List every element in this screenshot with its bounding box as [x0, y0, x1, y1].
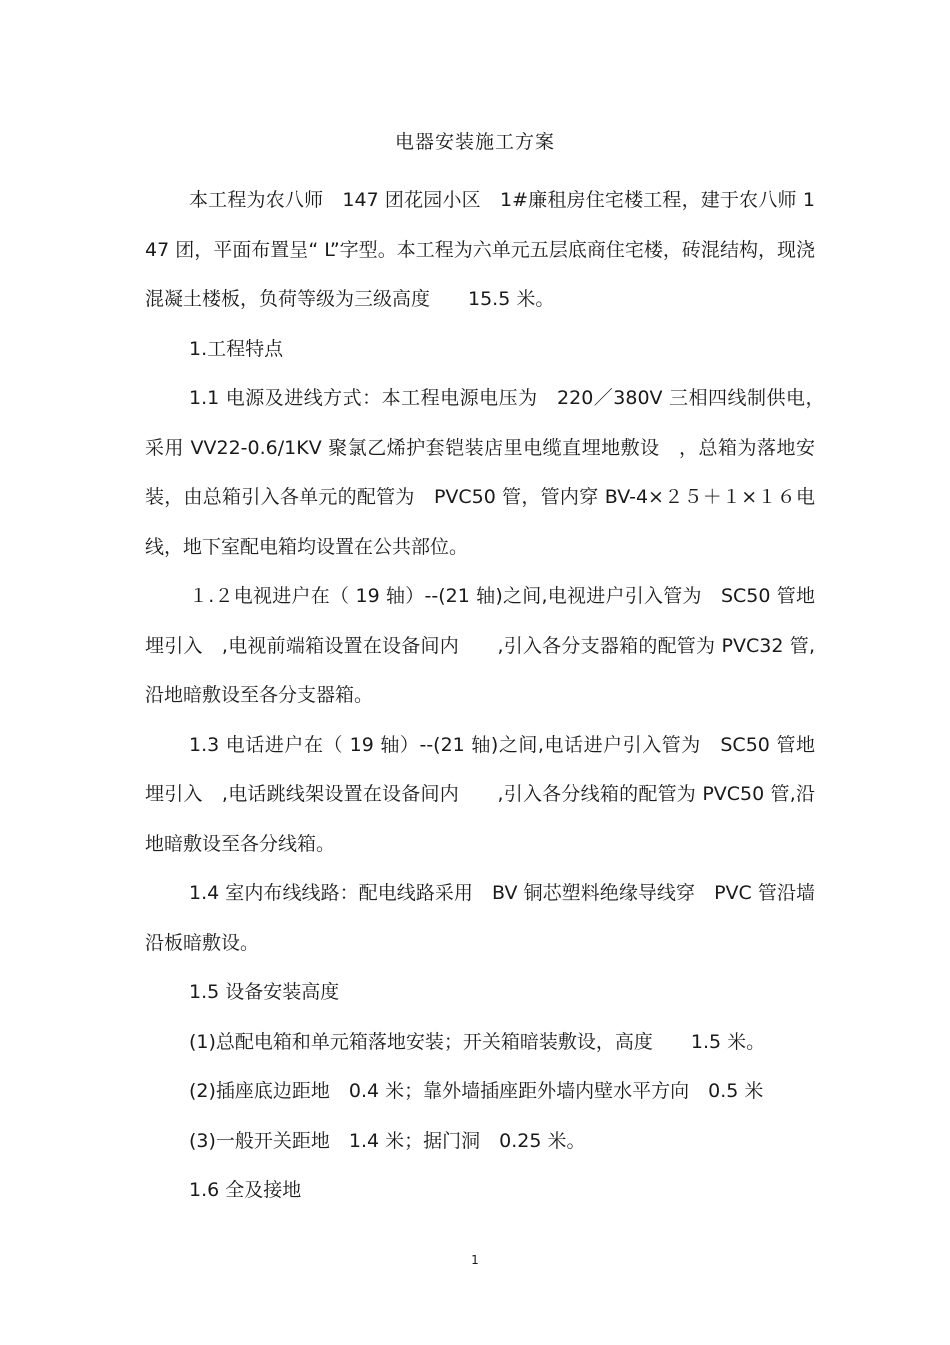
paragraph-indoor-wiring: 1.4 室内布线线路：配电线路采用 BV 铜芯塑料绝缘导线穿 PVC 管沿墙沿板暗敷设。 [145, 882, 815, 954]
paragraph-telephone-entry: 1.3 电话进户在（ 19 轴）--(21 轴)之间,电话进户引入管为 SC50 管地埋引入 ,电话跳线架设置在设备间内 ,引入各分线箱的配管为 PVC50 管,沿地暗敷设至各分线箱。 [145, 733, 815, 855]
paragraph-project-overview: 本工程为农八师 147 团花园小区 1#廉租房住宅楼工程，建于农八师 147 团，平面布置呈“ L”字型。本工程为六单元五层底商住宅楼，砖混结构，现浇混凝土楼板，负荷等级为三级高度 15.5 米。 [145, 189, 815, 310]
paragraph-power-supply: 1.1 电源及进线方式：本工程电源电压为 220／380V 三相四线制供电， 采用 VV22-0.6/1KV 聚氯乙烯护套铠装店里电缆直埋地敷设 ，总箱为落地安装，由总箱引入各单元的配管为 PVC50 管，管内穿 BV-4×２５＋１×１６电线，地下室配电箱均设置在公共部位。 [145, 387, 835, 558]
document-title: 电器安装施工方案 [394, 131, 555, 153]
heading-equipment-height: 1.5 设备安装高度 [189, 981, 340, 1003]
list-item-switch-height: (3)一般开关距地 1.4 米；据门洞 0.25 米。 [189, 1129, 586, 1152]
heading-safety-grounding: 1.6 全及接地 [189, 1179, 302, 1201]
heading-project-features: 1.工程特点 [189, 337, 284, 360]
document-body [145, 176, 835, 1216]
list-item-distribution-box: (1)总配电箱和单元箱落地安装；开关箱暗装敷设，高度 1.5 米。 [189, 1030, 766, 1053]
list-item-socket-height: (2)插座底边距地 0.4 米；靠外墙插座距外墙内壁水平方向 0.5 米 [189, 1080, 764, 1102]
page-number: 1 [471, 1253, 479, 1267]
paragraph-tv-entry: １.２电视进户在（ 19 轴）--(21 轴)之间,电视进户引入管为 SC50 管地埋引入 ,电视前端箱设置在设备间内 ,引入各分支器箱的配管为 PVC32 管,沿地暗敷设至各分支器箱。 [145, 585, 815, 706]
